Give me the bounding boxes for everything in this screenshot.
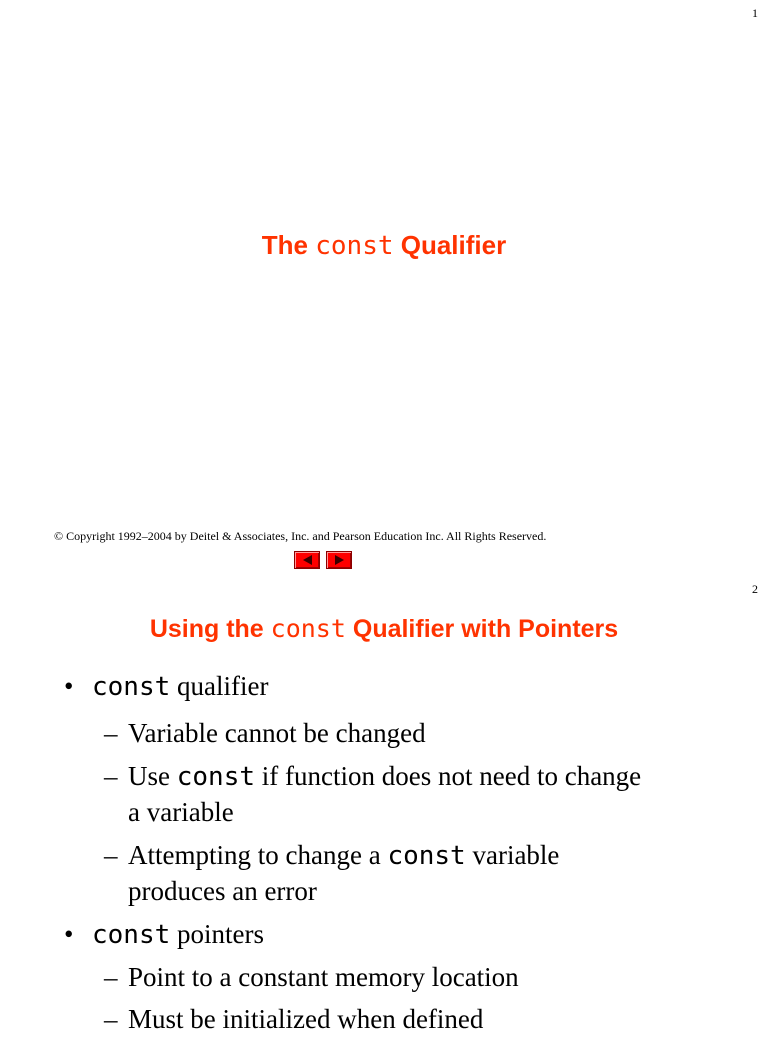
slide-title bbox=[0, 230, 768, 261]
sub-bullet-pre: Use bbox=[128, 761, 177, 791]
slide-title bbox=[0, 614, 768, 644]
bullet-text: qualifier bbox=[170, 671, 269, 701]
next-slide-button[interactable] bbox=[326, 551, 352, 569]
title-pre: Using the bbox=[149, 615, 271, 643]
sub-bullet-text: Must be initialized when defined bbox=[128, 1004, 484, 1034]
title-code: const bbox=[270, 614, 346, 643]
sub-bullet-post: if function does not need to change bbox=[255, 761, 642, 791]
left-arrow-icon bbox=[303, 555, 312, 565]
page-number: 2 bbox=[752, 582, 758, 596]
bullet-code: const bbox=[92, 920, 171, 950]
title-post: Qualifier bbox=[393, 230, 507, 260]
sub-bullet-pre: Attempting to change a bbox=[128, 840, 388, 870]
bullet-code: const bbox=[92, 672, 171, 702]
sub-bullet-text: Variable cannot be changed bbox=[128, 718, 426, 748]
sub-bullet-item: – Variable cannot be changed bbox=[104, 716, 724, 751]
page-number: 1 bbox=[752, 6, 758, 20]
slide-navigation bbox=[294, 551, 352, 569]
sub-bullet-item: – Attempting to change a const variable produces an error bbox=[104, 838, 724, 909]
title-code: const bbox=[315, 231, 394, 261]
title-pre: The bbox=[261, 230, 316, 260]
previous-slide-button[interactable] bbox=[294, 551, 320, 569]
right-arrow-icon bbox=[335, 555, 344, 565]
bullet-item: • const qualifier bbox=[64, 671, 269, 702]
slide-2 bbox=[0, 576, 768, 1034]
sub-bullet-code: const bbox=[387, 841, 466, 871]
title-post: Qualifier with Pointers bbox=[345, 615, 619, 643]
copyright-notice: © Copyright 1992–2004 by Deitel & Associates, Inc. and Pearson Education Inc. All Rights Reserved. bbox=[54, 529, 547, 543]
sub-bullet-line2: a variable bbox=[128, 797, 234, 827]
sub-bullet-text: Point to a constant memory location bbox=[128, 962, 519, 992]
sub-bullet-line2: produces an error bbox=[128, 876, 317, 906]
sub-bullet-item: – Point to a constant memory location bbox=[104, 960, 724, 995]
bullet-text: pointers bbox=[170, 919, 265, 949]
sub-bullet-post: variable bbox=[465, 840, 560, 870]
sub-bullet-item: – Use const if function does not need to change a variable bbox=[104, 759, 724, 830]
sub-bullet-item: – Must be initialized when defined bbox=[104, 1002, 724, 1037]
bullet-item: • const pointers bbox=[64, 919, 265, 950]
sub-bullet-code: const bbox=[176, 762, 256, 792]
